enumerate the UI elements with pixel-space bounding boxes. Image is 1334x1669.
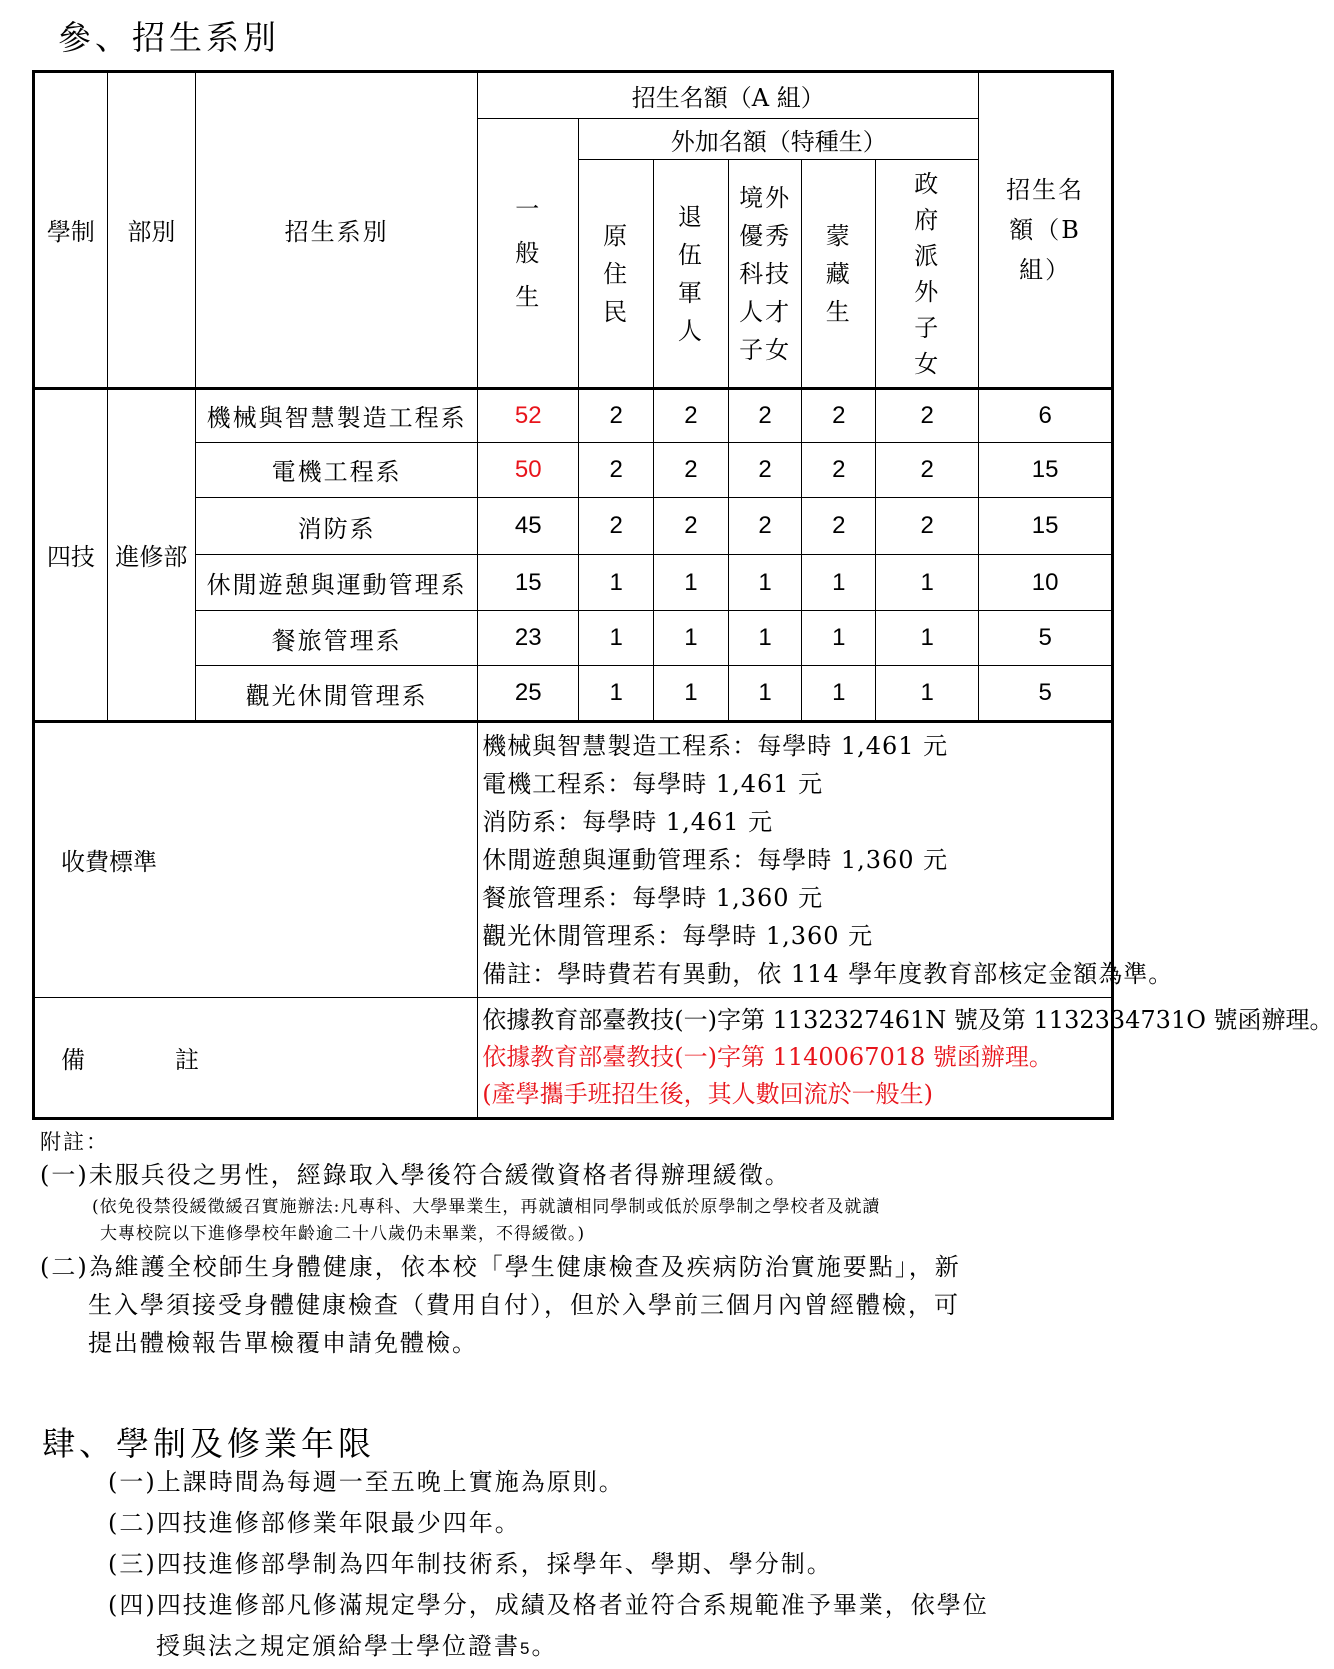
- overseas-quota: 2: [728, 388, 802, 443]
- general-quota: 52: [478, 388, 579, 443]
- note-row: [34, 997, 1113, 1118]
- general-quota: 50: [478, 443, 579, 498]
- quota-b: 10: [979, 555, 1113, 611]
- list-item: (一)上課時間為每週一至五晚上實施為原則。: [108, 1468, 625, 1496]
- veterans-quota: 1: [654, 610, 729, 666]
- list-item: (二)四技進修部修業年限最少四年。: [108, 1509, 521, 1537]
- general-quota: 23: [478, 610, 579, 666]
- fee-label: 收費標準: [34, 721, 478, 997]
- header-gov-abroad: 政府派外子女: [876, 160, 979, 388]
- indigenous-quota: 1: [579, 666, 654, 722]
- general-quota: 25: [478, 666, 579, 722]
- footnotes: [40, 1126, 1120, 1362]
- overseas-quota: 2: [728, 497, 802, 555]
- fee-list: [478, 721, 1174, 997]
- footnote-item-2-line: 生入學須接受身體健康檢查（費用自付），但於入學前三個月內曾經體檢，可: [88, 1291, 960, 1319]
- veterans-quota: 2: [654, 497, 729, 555]
- fee-remark: 備註：學時費若有異動，依 114 學年度教育部核定金額為準。: [482, 959, 1174, 988]
- mongol-tibet-quota: 2: [802, 497, 876, 555]
- table-row: [34, 497, 1113, 555]
- header-extra-quota: 外加名額（特種生）: [579, 119, 979, 160]
- header-quota-a: 招生名額（A 組）: [478, 72, 979, 119]
- general-quota: 45: [478, 497, 579, 555]
- dept-name: 餐旅管理系: [196, 610, 478, 666]
- header-indigenous: 原住民: [579, 160, 654, 388]
- mongol-tibet-quota: 2: [802, 388, 876, 443]
- indigenous-quota: 1: [579, 555, 654, 611]
- footnote-item-1: (一)未服兵役之男性，經錄取入學後符合緩徵資格者得辦理緩徵。: [40, 1161, 791, 1189]
- header-quota-b: 招生名額（B 組）: [979, 72, 1113, 389]
- list-item-end: 。: [531, 1632, 558, 1660]
- section-3-title: 參、招生系別: [58, 18, 280, 57]
- table-row: [34, 443, 1113, 498]
- list-item-text: 授與法之規定頒給學士學位證書: [156, 1632, 520, 1660]
- header-mongol-tibet: 蒙藏生: [802, 160, 876, 388]
- header-department: 招生系別: [196, 72, 478, 389]
- quota-b: 5: [979, 666, 1113, 722]
- header-general: 一般生: [478, 119, 579, 388]
- indigenous-quota: 2: [579, 497, 654, 555]
- dept-name: 消防系: [196, 497, 478, 555]
- page-number: 5: [520, 1639, 532, 1658]
- footnote-heading: 附註：: [40, 1130, 109, 1154]
- list-item: (四)四技進修部凡修滿規定學分，成績及格者並符合系規範准予畢業，依學位: [108, 1591, 989, 1619]
- veterans-quota: 1: [654, 555, 729, 611]
- mongol-tibet-quota: 1: [802, 555, 876, 611]
- dept-name: 休閒遊憩與運動管理系: [196, 555, 478, 611]
- note-label: 備 註: [34, 997, 478, 1118]
- footnote-item-1-detail: (依免役禁役緩徵緩召實施辦法:凡專科、大學畢業生，再就讀相同學制或低於原學制之學校者及就讀: [92, 1197, 881, 1217]
- section-4-list: [108, 1462, 1108, 1669]
- footnote-item-1-detail: 大專校院以下進修學校年齡逾二十八歲仍未畢業，不得緩徵。): [100, 1224, 586, 1244]
- overseas-quota: 1: [728, 666, 802, 722]
- dept-name: 觀光休閒管理系: [196, 666, 478, 722]
- fee-line: 電機工程系：每學時 1,461 元: [482, 769, 824, 798]
- header-overseas: 境外優秀科技人才子女: [728, 160, 802, 388]
- quota-b: 15: [979, 443, 1113, 498]
- enrollment-table: [32, 70, 1334, 1120]
- list-item: (三)四技進修部學制為四年制技術系，採學年、學期、學分制。: [108, 1550, 833, 1578]
- gov-abroad-quota: 1: [876, 555, 979, 611]
- overseas-quota: 1: [728, 610, 802, 666]
- header-veterans: 退伍軍人: [654, 160, 729, 388]
- section-4-title: 肆、學制及修業年限: [42, 1424, 375, 1463]
- fee-row: [34, 721, 1113, 997]
- overseas-quota: 1: [728, 555, 802, 611]
- mongol-tibet-quota: 1: [802, 666, 876, 722]
- dept-name: 電機工程系: [196, 443, 478, 498]
- table-row: [34, 610, 1113, 666]
- mongol-tibet-quota: 1: [802, 610, 876, 666]
- quota-b: 6: [979, 388, 1113, 443]
- quota-b: 15: [979, 497, 1113, 555]
- indigenous-quota: 1: [579, 610, 654, 666]
- fee-line: 餐旅管理系：每學時 1,360 元: [482, 883, 824, 912]
- note-line: 依據教育部臺教技(一)字第 1132327461N 號及第 1132334731O 號函辦理。: [482, 1005, 1334, 1034]
- system-cell: 四技: [34, 388, 108, 721]
- table-row: [34, 388, 1113, 443]
- gov-abroad-quota: 1: [876, 610, 979, 666]
- footnote-item-2-line: 提出體檢報告單檢覆申請免體檢。: [88, 1329, 478, 1357]
- table-row: [34, 555, 1113, 611]
- note-line-red: 依據教育部臺教技(一)字第 1140067018 號函辦理。: [482, 1042, 1053, 1071]
- note-line-red: (產學攜手班招生後，其人數回流於一般生): [482, 1079, 933, 1108]
- gov-abroad-quota: 2: [876, 443, 979, 498]
- fee-line: 觀光休閒管理系：每學時 1,360 元: [482, 921, 874, 950]
- indigenous-quota: 2: [579, 443, 654, 498]
- header-division: 部別: [107, 72, 195, 389]
- table-row: [34, 666, 1113, 722]
- note-list: [478, 997, 1334, 1118]
- gov-abroad-quota: 2: [876, 388, 979, 443]
- dept-name: 機械與智慧製造工程系: [196, 388, 478, 443]
- indigenous-quota: 2: [579, 388, 654, 443]
- gov-abroad-quota: 2: [876, 497, 979, 555]
- fee-line: 休閒遊憩與運動管理系：每學時 1,360 元: [482, 845, 949, 874]
- fee-line: 消防系：每學時 1,461 元: [482, 807, 774, 836]
- veterans-quota: 2: [654, 388, 729, 443]
- gov-abroad-quota: 1: [876, 666, 979, 722]
- footnote-item-2: (二)為維護全校師生身體健康，依本校「學生健康檢查及疾病防治實施要點」，新: [40, 1253, 961, 1281]
- list-item-continuation: [156, 1626, 1108, 1669]
- header-system: 學制: [34, 72, 108, 389]
- veterans-quota: 1: [654, 666, 729, 722]
- fee-line: 機械與智慧製造工程系：每學時 1,461 元: [482, 731, 949, 760]
- quota-b: 5: [979, 610, 1113, 666]
- mongol-tibet-quota: 2: [802, 443, 876, 498]
- general-quota: 15: [478, 555, 579, 611]
- veterans-quota: 2: [654, 443, 729, 498]
- division-cell: 進修部: [107, 388, 195, 721]
- overseas-quota: 2: [728, 443, 802, 498]
